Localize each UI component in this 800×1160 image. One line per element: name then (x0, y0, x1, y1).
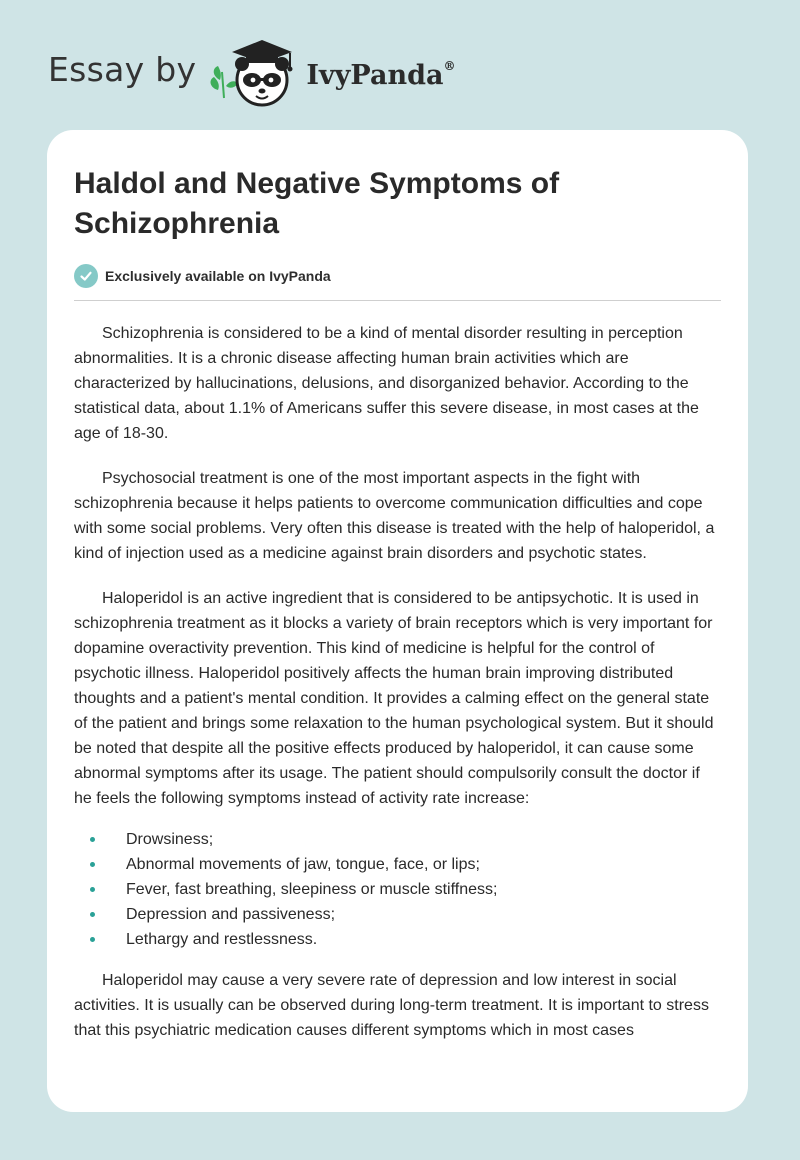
paragraph: Haloperidol is an active ingredient that is considered to be antipsychotic. It is used in schizophrenia treatment as it blocks a variety of brain receptors which is very important for dopamine overactivity prevention. This kind of medicine is helpful for the control of psychotic illness. Haloperidol positively affects the human brain improving distributed thoughts and a patient's mental condition. It provides a calming effect on the general state of the patient and brings some relaxation to the human psychological system. But it should be noted that despite all the positive effects produced by haloperidol, it can cause some abnormal symptoms after its usage. The patient should compulsorily consult the doctor if he feels the following symptoms instead of activity rate increase: (74, 590, 714, 807)
bullet-icon (90, 862, 95, 867)
divider (74, 300, 721, 301)
list-item: Lethargy and restlessness. (74, 927, 721, 952)
page-title: Haldol and Negative Symptoms of Schizophrenia (74, 167, 560, 240)
list-item: Abnormal movements of jaw, tongue, face, or lips; (74, 852, 721, 877)
brand-header[interactable] (48, 36, 455, 110)
panda-graduate-icon (206, 36, 302, 110)
list-item: Depression and passiveness; (74, 902, 721, 927)
registered-mark: ® (443, 58, 456, 73)
brand-name: IvyPanda® (306, 58, 456, 91)
paragraph: Psychosocial treatment is one of the most important aspects in the fight with schizophrenia because it helps patients to overcome communication difficulties and cope with some social problems. Very often this disease is treated with the help of haloperidol, a kind of injection used as a medicine against brain disorders and psychotic states. (74, 470, 715, 562)
exclusive-badge (74, 264, 721, 288)
paragraph: Schizophrenia is considered to be a kind of mental disorder resulting in perception abnormalities. It is a chronic disease affecting human brain activities which are characterized by hallucinations, delusions, and disorganized behavior. According to the statistical data, about 1.1% of Americans suffer this severe disease, in most cases at the age of 18-30. (74, 325, 699, 442)
bullet-icon (90, 912, 95, 917)
badge-text: Exclusively available on IvyPanda (105, 268, 331, 284)
bullet-icon (90, 937, 95, 942)
check-icon (74, 264, 98, 288)
bullet-icon (90, 887, 95, 892)
list-item: Fever, fast breathing, sleepiness or muscle stiffness; (74, 877, 721, 902)
list-item: Drowsiness; (74, 827, 721, 852)
essay-by-label: Essay by (48, 49, 197, 89)
bullet-icon (90, 837, 95, 842)
article-card (47, 130, 748, 1112)
symptoms-list (74, 827, 721, 952)
paragraph: Haloperidol may cause a very severe rate of depression and low interest in social activities. It is usually can be observed during long-term treatment. It is important to stress that this psychiatric medication causes different symptoms which in most cases (74, 972, 709, 1039)
